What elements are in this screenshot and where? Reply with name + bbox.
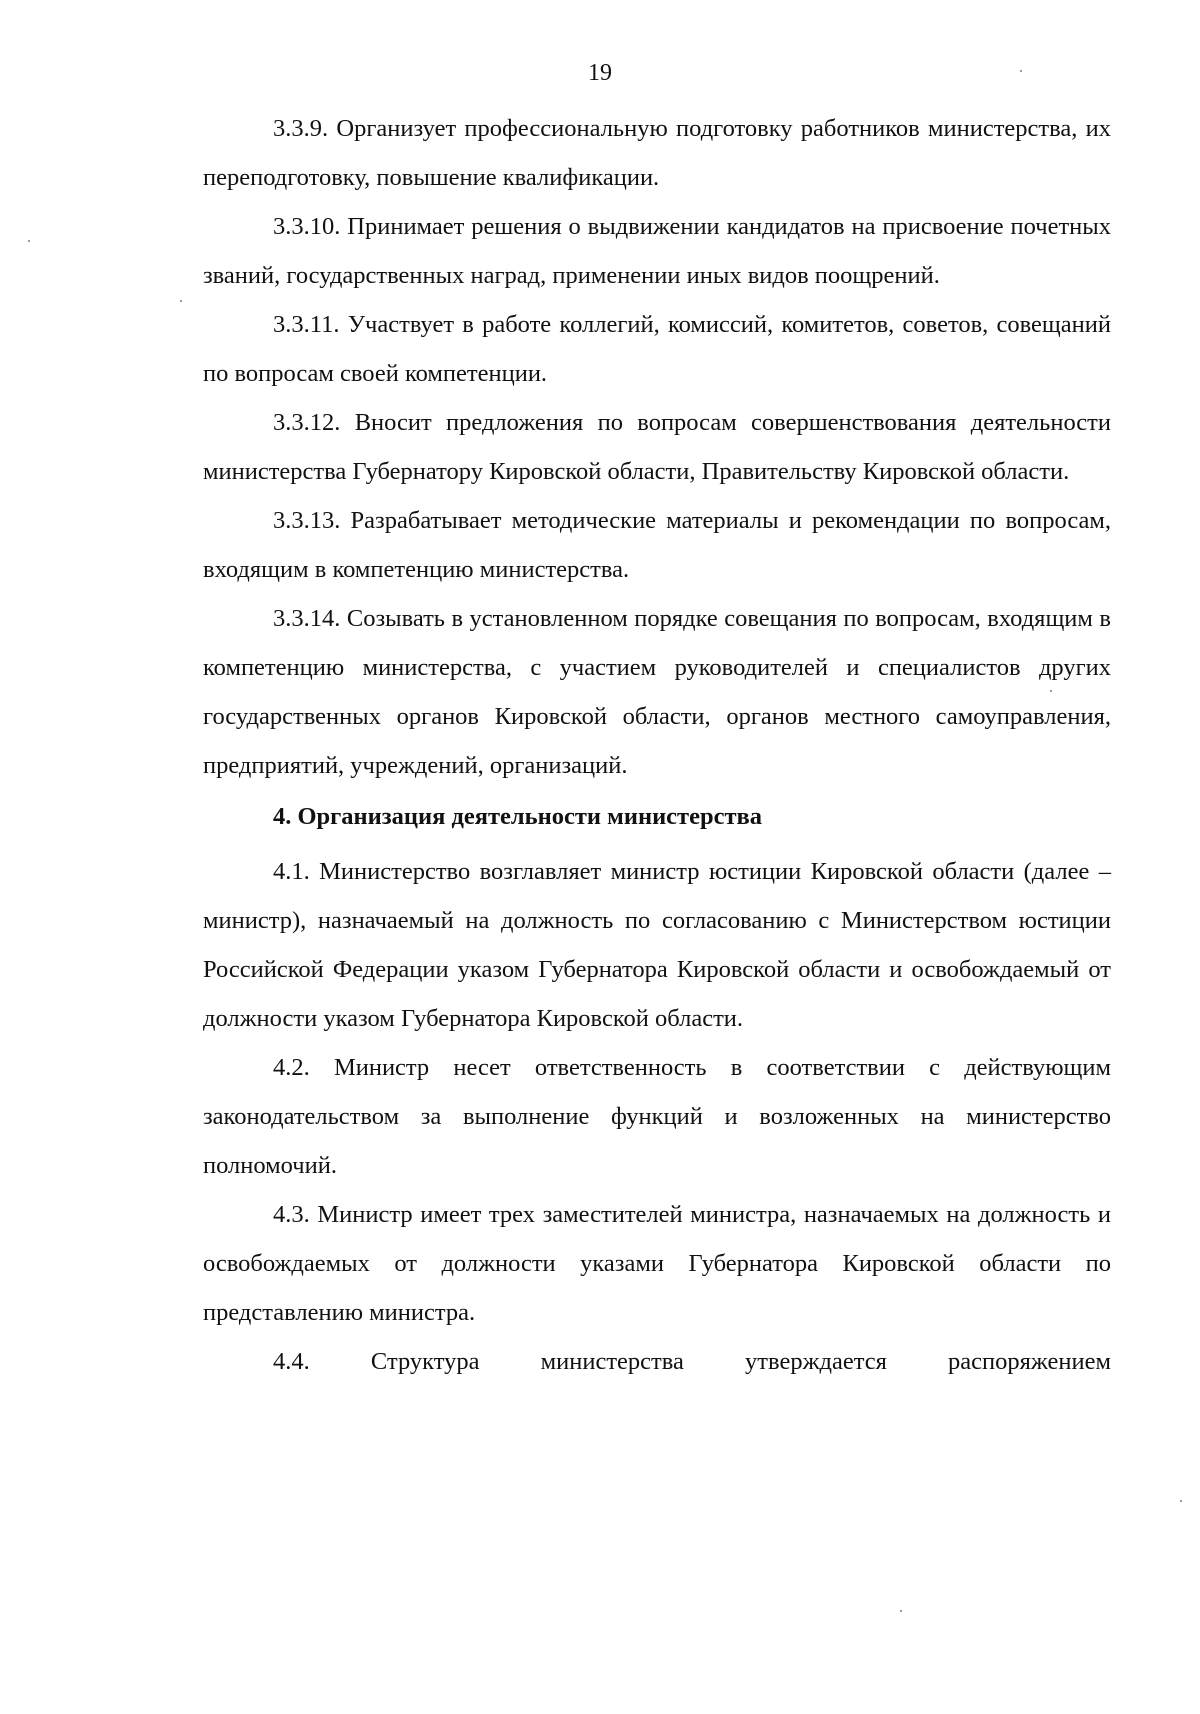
paragraph-3-3-12: 3.3.12. Вносит предложения по вопросам совершенствования деятельности министерства Губернатору Кировской области, Правительству Кировской области. [203,409,1111,485]
scan-speck [900,1610,902,1612]
paragraph-3-3-14: 3.3.14. Созывать в установленном порядке совещания по вопросам, входящим в компетенцию министерства, с участием руководителей и специалистов других государственных органов Кировской области, органов местного самоуправления, предприятий, учреждений, организаций. [203,605,1111,779]
scan-speck [1180,1500,1182,1502]
page-number: 19 [588,60,612,86]
paragraph-3-3-9: 3.3.9. Организует профессиональную подготовку работников министерства, их переподготовку, повышение квалификации. [203,115,1111,191]
scan-speck [28,240,30,242]
scan-speck [1050,690,1052,692]
paragraph-3-3-11: 3.3.11. Участвует в работе коллегий, комиссий, комитетов, советов, совещаний по вопросам своей компетенции. [203,311,1111,387]
paragraph-4-3: 4.3. Министр имеет трех заместителей министра, назначаемых на должность и освобождаемых от должности указами Губернатора Кировской области по представлению министра. [203,1201,1111,1326]
scan-speck [1020,70,1022,72]
paragraph-3-3-10: 3.3.10. Принимает решения о выдвижении кандидатов на присвоение почетных званий, государственных наград, применении иных видов поощрений. [203,213,1111,289]
paragraph-4-4: 4.4. Структура министерства утверждается распоряжением [273,1348,1111,1375]
section-4-heading: 4. Организация деятельности министерства [273,803,762,830]
paragraph-4-1: 4.1. Министерство возглавляет министр юстиции Кировской области (далее – министр), назначаемый на должность по согласованию с Министерством юстиции Российской Федерации указом Губернатора Кировской области и освобождаемый от должности указом Губернатора Кировской области. [203,858,1111,1032]
scan-speck [180,300,182,302]
paragraph-3-3-13: 3.3.13. Разрабатывает методические материалы и рекомендации по вопросам, входящим в компетенцию министерства. [203,507,1111,583]
paragraph-4-2: 4.2. Министр несет ответственность в соответствии с действующим законодательством за выполнение функций и возложенных на министерство полномочий. [203,1054,1111,1179]
document-body [203,104,1111,1386]
